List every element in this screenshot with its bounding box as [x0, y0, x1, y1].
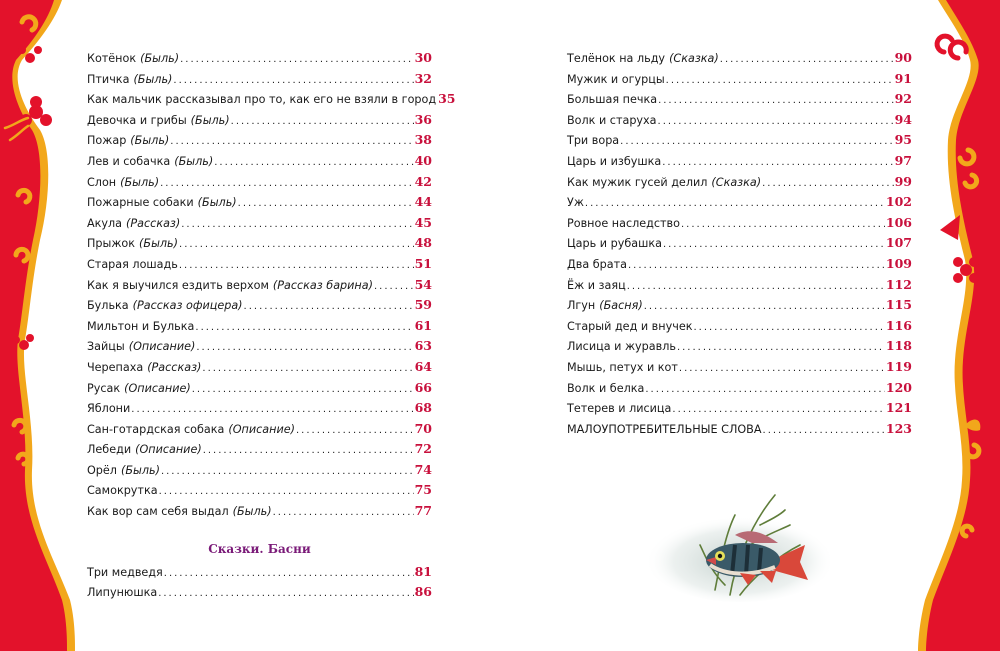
toc-entry — [567, 213, 912, 234]
dot-leader — [161, 462, 414, 483]
toc-entry-title: Как вор сам себя выдал — [87, 505, 229, 519]
toc-entry-title: Старый дед и внучек — [567, 319, 693, 333]
toc-entry-page-number: 32 — [414, 70, 432, 86]
toc-entry — [87, 316, 432, 337]
toc-entry — [567, 378, 912, 399]
dot-leader — [202, 359, 413, 380]
dot-leader — [214, 153, 413, 174]
toc-entry-page-number: 102 — [885, 194, 912, 210]
toc-entry-page-number: 66 — [414, 379, 432, 395]
toc-entry-page-number: 51 — [414, 255, 432, 271]
toc-entry-title: Мильтон и Булька — [87, 319, 195, 333]
toc-entry — [567, 172, 912, 193]
toc-entry — [87, 295, 432, 316]
toc-entry-title: Лев и собачка — [87, 154, 171, 168]
toc-entry-title: Мышь, петух и кот — [567, 360, 678, 374]
dot-leader — [663, 235, 885, 256]
toc-entry-genre: (Рассказ) — [147, 360, 202, 374]
dot-leader — [192, 380, 414, 401]
toc-entry — [567, 419, 912, 440]
toc-entry-title: МАЛОУПОТРЕБИТЕЛЬНЫЕ СЛОВА — [567, 422, 762, 436]
toc-entry — [87, 460, 432, 481]
toc-entry — [567, 316, 912, 337]
perch-fish-illustration — [640, 485, 830, 605]
dot-leader — [203, 441, 414, 462]
toc-entry-page-number: 118 — [885, 338, 912, 354]
dot-leader — [238, 194, 414, 215]
section-heading-fairy-tales-fables: Сказки. Басни — [208, 541, 311, 556]
toc-entry-title: Лебеди — [87, 443, 132, 457]
dot-leader — [628, 256, 885, 277]
toc-entry-page-number: 75 — [414, 482, 432, 498]
toc-entry-title: Волк и белка — [567, 381, 645, 395]
toc-entry-page-number: 48 — [414, 235, 432, 251]
toc-entry — [87, 192, 432, 213]
dot-leader — [693, 318, 884, 339]
dot-leader — [296, 421, 414, 442]
toc-entry-title: Черепаха — [87, 360, 144, 374]
toc-entry — [87, 357, 432, 378]
dot-leader — [762, 174, 893, 195]
dot-leader — [720, 50, 894, 71]
toc-entry-title: Тетерев и лисица — [567, 402, 672, 416]
toc-entry-title: Пожар — [87, 134, 127, 148]
toc-entry-title: Старая лошадь — [87, 257, 178, 271]
toc-entry-title: Два брата — [567, 257, 627, 271]
toc-entry-title: Самокрутка — [87, 484, 158, 498]
toc-entry — [87, 378, 432, 399]
toc-entry-page-number: 38 — [414, 132, 432, 148]
dot-leader — [244, 297, 414, 318]
toc-entry — [567, 398, 912, 419]
dot-leader — [627, 277, 885, 298]
toc-entry — [87, 439, 432, 460]
toc-entry-title: Булька — [87, 299, 129, 313]
toc-entry-genre: (Быль) — [139, 237, 179, 251]
dot-leader — [170, 132, 413, 153]
toc-entry-title: Птичка — [87, 72, 130, 86]
toc-entry-page-number: 42 — [414, 173, 432, 189]
toc-entry-title: Липунюшка — [87, 586, 158, 600]
toc-entry — [87, 398, 432, 419]
toc-entry-page-number: 81 — [414, 563, 432, 579]
toc-entry — [87, 110, 432, 131]
toc-entry-genre: (Рассказ офицера) — [132, 299, 243, 313]
toc-entry-genre: (Рассказ барина) — [272, 278, 373, 292]
toc-entry — [87, 151, 432, 172]
toc-entry-genre: (Описание) — [228, 422, 295, 436]
toc-entry-genre: (Сказка) — [711, 175, 762, 189]
toc-entry-page-number: 36 — [414, 111, 432, 127]
toc-entry-page-number: 121 — [885, 400, 912, 416]
toc-entry — [567, 48, 912, 69]
toc-entry-page-number: 61 — [414, 317, 432, 333]
toc-entry-genre: (Описание) — [124, 381, 191, 395]
toc-entry-page-number: 70 — [414, 420, 432, 436]
dot-leader — [672, 400, 885, 421]
toc-entry-page-number: 99 — [894, 173, 912, 189]
toc-entry-page-number: 116 — [885, 317, 912, 333]
toc-entry — [567, 130, 912, 151]
toc-entry-title: Как я выучился ездить верхом — [87, 278, 269, 292]
toc-entry — [567, 69, 912, 90]
toc-entry-page-number: 35 — [438, 91, 456, 107]
toc-entry-page-number: 30 — [414, 50, 432, 65]
toc-entry-page-number: 115 — [885, 297, 912, 313]
dot-leader — [131, 400, 413, 421]
dot-leader — [181, 215, 413, 236]
dot-leader — [585, 194, 885, 215]
toc-entry-genre: (Быль) — [140, 52, 180, 65]
toc-entry-page-number: 120 — [885, 379, 912, 395]
toc-entry-title: Три вора — [567, 134, 620, 148]
toc-entry-page-number: 44 — [414, 194, 432, 210]
toc-entry-genre: (Описание) — [128, 340, 196, 354]
toc-entry-page-number: 68 — [414, 400, 432, 416]
toc-entry-title: Ёж и заяц — [567, 278, 626, 292]
toc-entry — [567, 336, 912, 357]
toc-entry — [567, 233, 912, 254]
toc-entry — [87, 233, 432, 254]
dot-leader — [374, 277, 414, 298]
toc-entry-title: Телёнок на льду — [567, 52, 666, 65]
toc-entry-genre: (Басня) — [599, 299, 643, 313]
toc-entry-title: Орёл — [87, 463, 117, 477]
dot-leader — [159, 482, 414, 503]
toc-entry-genre: (Описание) — [135, 443, 202, 457]
toc-entry — [567, 254, 912, 275]
toc-entry-genre: (Быль) — [174, 154, 214, 168]
toc-entry — [567, 89, 912, 110]
dot-leader — [662, 153, 893, 174]
toc-entry-title: Лисица и журавль — [567, 340, 676, 354]
toc-entry-title: Слон — [87, 175, 117, 189]
toc-entry-title: Котёнок — [87, 52, 137, 65]
dot-leader — [658, 91, 894, 112]
dot-leader — [160, 174, 413, 195]
toc-entry-title: Акула — [87, 216, 123, 230]
toc-entry — [87, 254, 432, 275]
toc-entry-page-number: 107 — [885, 235, 912, 251]
toc-entry-genre: (Сказка) — [669, 52, 719, 65]
toc-entry — [87, 501, 432, 522]
toc-entry-page-number: 64 — [414, 358, 432, 374]
toc-entry-title: Зайцы — [87, 340, 125, 354]
dot-leader — [158, 584, 413, 605]
toc-entry-title: Прыжок — [87, 237, 136, 251]
toc-entry-title: Лгун — [567, 299, 596, 313]
dot-leader — [179, 235, 414, 256]
toc-entry-title: Девочка и грибы — [87, 113, 187, 127]
dot-leader — [666, 71, 894, 92]
toc-entry-title: Пожарные собаки — [87, 196, 194, 210]
toc-left-column — [87, 48, 456, 603]
toc-entry-page-number: 112 — [885, 276, 912, 292]
toc-entry-page-number: 86 — [414, 584, 432, 600]
toc-entry — [567, 295, 912, 316]
toc-entry-title: Большая печка — [567, 93, 658, 107]
toc-entry — [567, 192, 912, 213]
toc-entry-title: Как мальчик рассказывал про то, как его не взяли в город — [87, 93, 437, 107]
dot-leader — [231, 112, 414, 133]
dot-leader — [658, 112, 894, 133]
toc-entry — [87, 336, 432, 357]
toc-entry — [567, 110, 912, 131]
toc-entry — [87, 89, 456, 110]
toc-entry-page-number: 63 — [414, 338, 432, 354]
toc-right-column — [567, 48, 912, 439]
toc-entry-title: Мужик и огурцы — [567, 72, 665, 86]
toc-entry-genre: (Быль) — [130, 134, 170, 148]
toc-entry — [87, 582, 432, 603]
dot-leader — [196, 338, 413, 359]
toc-entry-title: Волк и старуха — [567, 113, 657, 127]
dot-leader — [763, 421, 885, 442]
toc-entry-page-number: 109 — [885, 255, 912, 271]
toc-entry-title: Яблони — [87, 402, 131, 416]
toc-entry-page-number: 59 — [414, 297, 432, 313]
toc-entry — [87, 480, 432, 501]
toc-entry-genre: (Быль) — [120, 175, 160, 189]
toc-entry-genre: (Быль) — [190, 113, 230, 127]
toc-entry-page-number: 77 — [414, 503, 432, 519]
toc-entry-title: Сан-готардская собака — [87, 422, 225, 436]
toc-entry-page-number: 119 — [885, 358, 912, 374]
toc-entry-genre: (Быль) — [120, 463, 160, 477]
left-floral-border — [0, 0, 90, 651]
dot-leader — [164, 564, 414, 585]
toc-entry-genre: (Рассказ) — [126, 216, 181, 230]
toc-entry — [87, 48, 432, 69]
toc-entry — [87, 275, 432, 296]
dot-leader — [195, 318, 413, 339]
dot-leader — [644, 297, 885, 318]
toc-entry-page-number: 106 — [885, 214, 912, 230]
toc-entry-title: Как мужик гусей делил — [567, 175, 708, 189]
toc-entry — [87, 562, 432, 583]
toc-entry-page-number: 91 — [894, 70, 912, 86]
dot-leader — [681, 215, 885, 236]
toc-entry-page-number: 94 — [894, 111, 912, 127]
toc-entry — [567, 275, 912, 296]
toc-entry-title: Уж — [567, 196, 584, 210]
toc-entry — [567, 151, 912, 172]
toc-entry-page-number: 95 — [894, 132, 912, 148]
toc-entry-page-number: 40 — [414, 152, 432, 168]
toc-entry-page-number: 97 — [894, 152, 912, 168]
toc-entry — [87, 130, 432, 151]
toc-entry-page-number: 92 — [894, 91, 912, 107]
toc-entry-page-number: 45 — [414, 214, 432, 230]
toc-entry — [87, 172, 432, 193]
toc-entry-genre: (Быль) — [133, 72, 173, 86]
right-floral-border — [910, 0, 1000, 651]
toc-entry — [87, 419, 432, 440]
dot-leader — [273, 503, 414, 524]
toc-entry-page-number: 74 — [414, 461, 432, 477]
toc-entry-title: Русак — [87, 381, 121, 395]
dot-leader — [180, 50, 414, 71]
toc-entry-page-number: 90 — [894, 50, 912, 65]
dot-leader — [620, 132, 893, 153]
dot-leader — [173, 71, 413, 92]
toc-entry-page-number: 54 — [414, 276, 432, 292]
toc-entry-genre: (Быль) — [197, 196, 237, 210]
toc-entry — [87, 213, 432, 234]
dot-leader — [677, 338, 885, 359]
toc-entry-title: Ровное наследство — [567, 216, 680, 230]
toc-entry — [87, 69, 432, 90]
toc-entry-genre: (Быль) — [232, 505, 272, 519]
toc-entry — [567, 357, 912, 378]
dot-leader — [645, 380, 885, 401]
toc-entry-page-number: 72 — [414, 441, 432, 457]
toc-entry-page-number: 123 — [885, 420, 912, 436]
dot-leader — [179, 256, 414, 277]
toc-entry-title: Царь и рубашка — [567, 237, 662, 251]
dot-leader — [679, 359, 885, 380]
toc-entry-title: Царь и избушка — [567, 154, 662, 168]
toc-entry-title: Три медведя — [87, 565, 163, 579]
